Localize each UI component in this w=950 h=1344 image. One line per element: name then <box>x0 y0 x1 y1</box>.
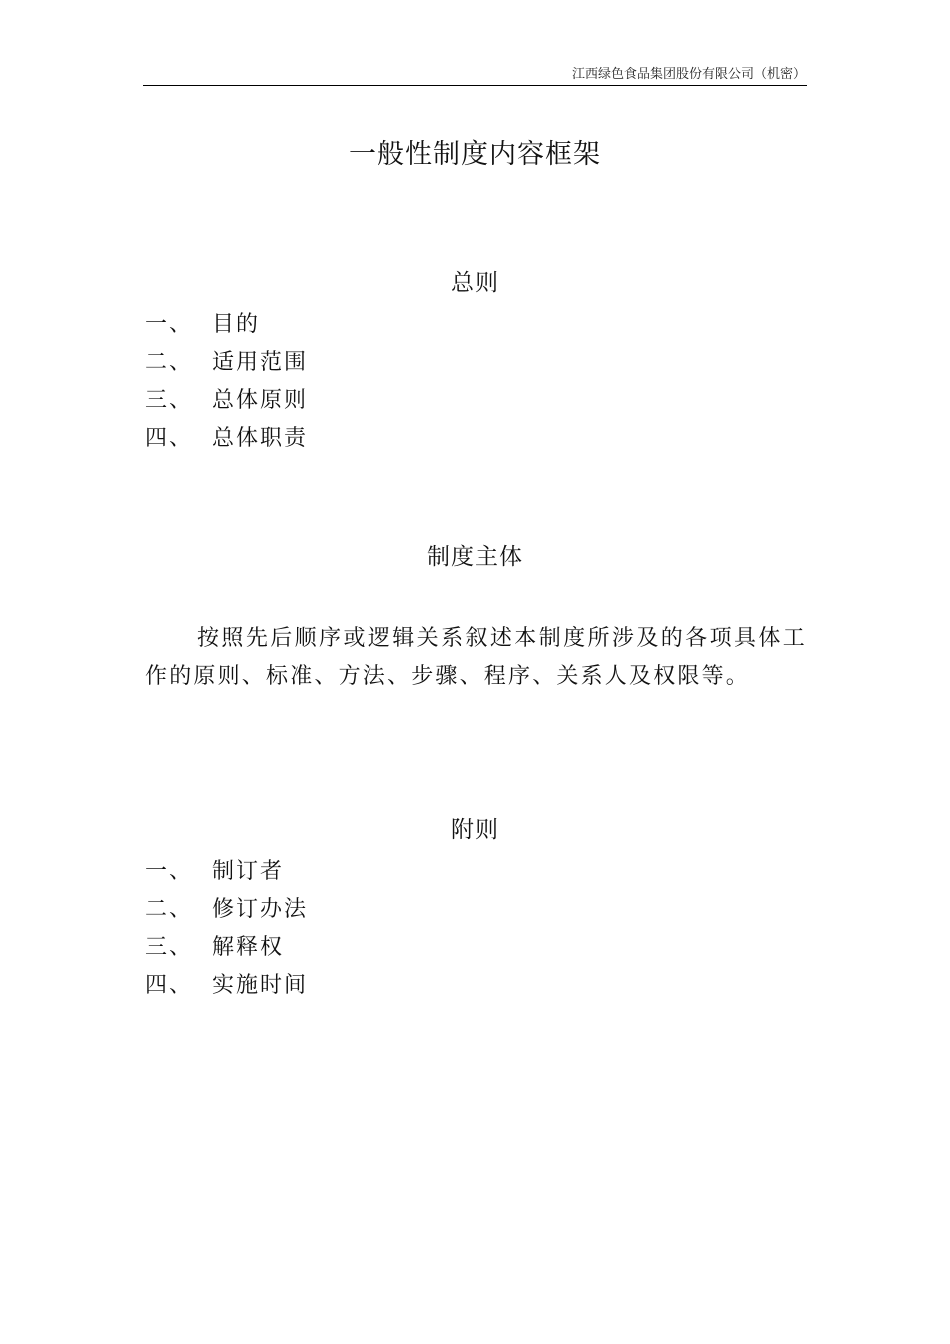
section-title-main-body: 制度主体 <box>427 544 523 570</box>
list-item-number: 一、 <box>145 312 194 337</box>
document-title: 一般性制度内容框架 <box>349 139 601 170</box>
list-item-text: 解释权 <box>212 935 285 960</box>
list-item-text: 适用范围 <box>212 350 309 375</box>
list-item-text: 实施时间 <box>212 973 309 998</box>
list-item-number: 二、 <box>145 897 194 922</box>
header-company-confidential: 江西绿色食品集团股份有限公司（机密） <box>571 67 806 82</box>
list-item-text: 目的 <box>212 312 261 337</box>
list-item-text: 制订者 <box>212 859 285 884</box>
list-item-number: 三、 <box>145 388 194 413</box>
list-item-number: 四、 <box>145 426 194 451</box>
main-body-paragraph: 按照先后顺序或逻辑关系叙述本制度所涉及的各项具体工作的原则、标准、方法、步骤、程序、关系人及权限等。 <box>145 626 807 689</box>
list-item-text: 总体原则 <box>212 388 309 413</box>
list-item-text: 修订办法 <box>212 897 309 922</box>
header-divider <box>143 85 807 86</box>
section-title-general-provisions: 总则 <box>451 270 499 296</box>
list-item-number: 三、 <box>145 935 194 960</box>
section-title-supplementary-provisions: 附则 <box>451 817 499 843</box>
list-item-number: 四、 <box>145 973 194 998</box>
list-item-text: 总体职责 <box>212 426 309 451</box>
list-item-number: 二、 <box>145 350 194 375</box>
list-item-number: 一、 <box>145 859 194 884</box>
